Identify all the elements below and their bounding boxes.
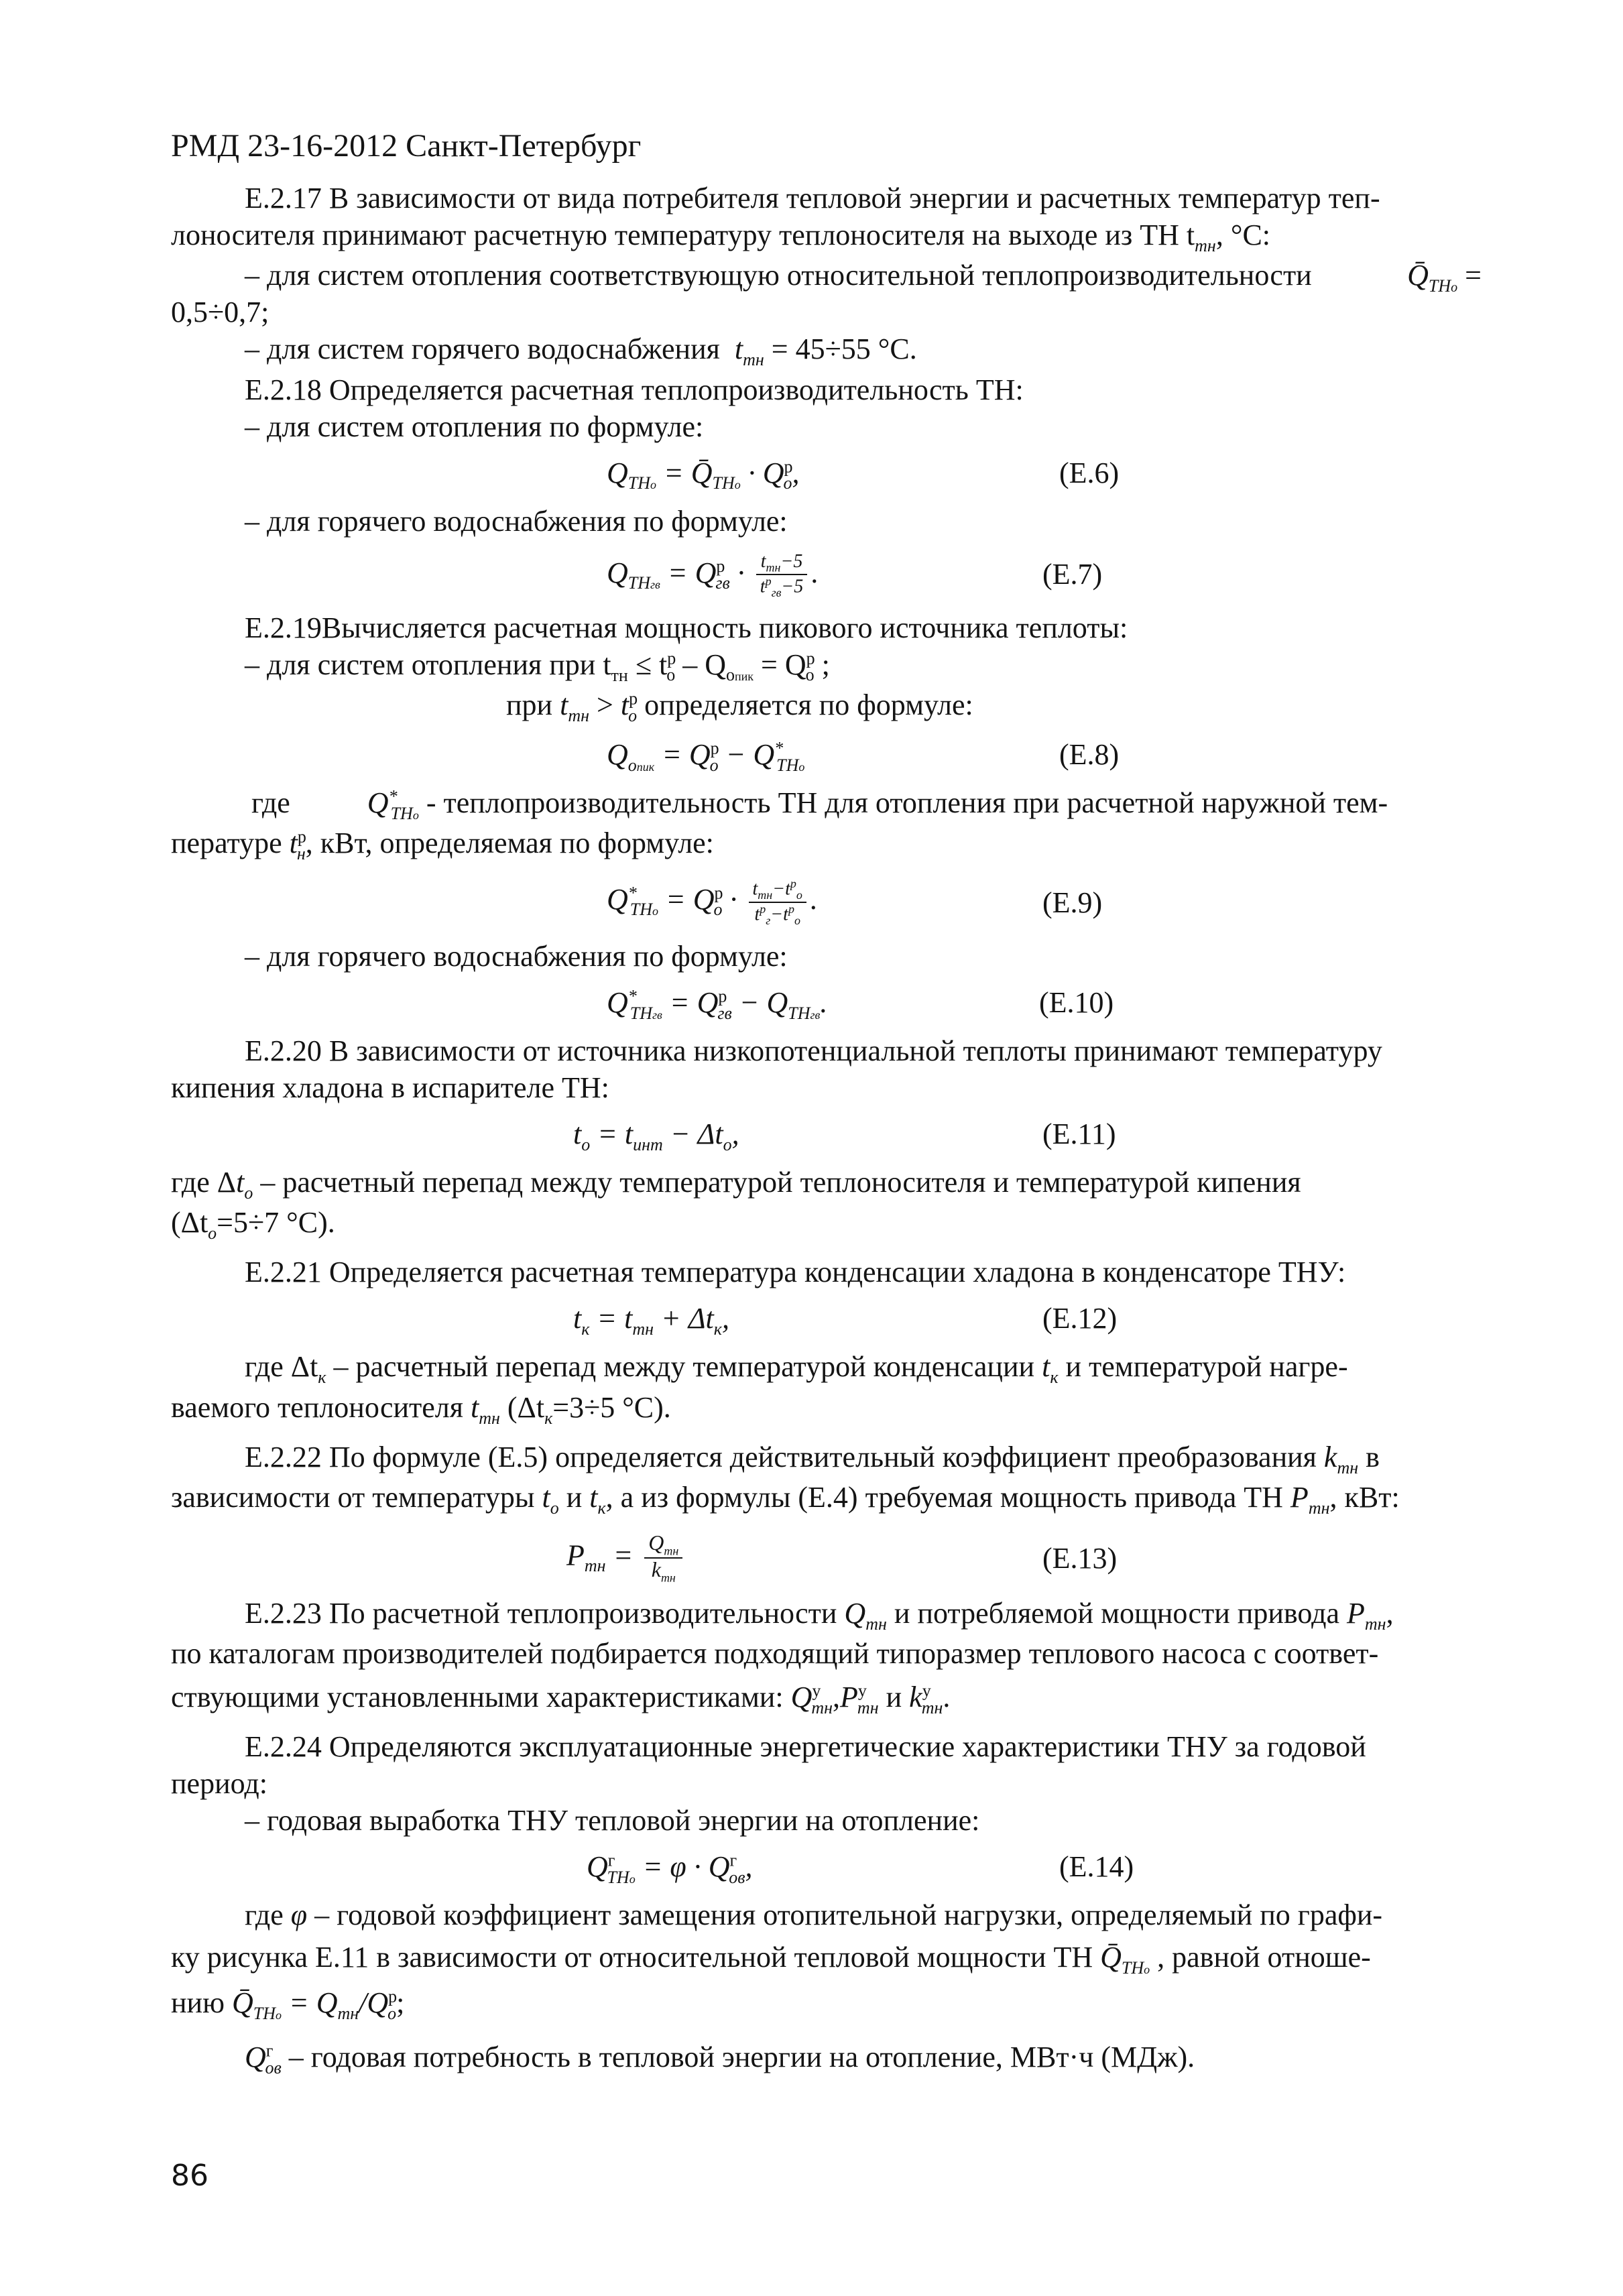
paragraph-e221-where: где $\Delta t_к$ – расчетный перепад между температурой конденсации $t_к$ и температурой нагре- [245,1350,1348,1388]
paragraph-e224-line2: период: [171,1767,267,1801]
formula-e9: $Q^*_{ТНо} = Q^р_о$ · $\frac{t_{тн}-t^р_о}{t^р_г-t^р_о}$ . (Е.9) [607,876,1103,927]
equation-number-e6: (Е.6) [1059,456,1120,489]
paragraph-e223-line3: ствующими установленными характеристиками: $Q^у_{тн},P^у_{тн}$ и $k^у_{тн}$. [171,1680,951,1717]
paragraph-e221: Е.2.21 Определяется расчетная температура конденсации хладона в конденсаторе ТНУ: [245,1256,1346,1289]
formula-e10: $Q^*_{ТНгв} = Q^р_{гв} - Q_{ТНгв}$. (Е.10) [171,977,1482,1030]
formula-e14: $Q^г_{ТНо} = \varphi \cdot Q^г_{ов}$, (Е.14) [171,1841,1482,1894]
paragraph-e218: Е.2.18 Определяется расчетная теплопроизводительность ТН: [245,373,1024,406]
document-body [171,180,1482,2079]
paragraph-e29-hotwater: – для горячего водоснабжения по формуле: [245,939,788,973]
paragraph-e218-heating: – для систем отопления по формуле: [245,410,704,443]
paragraph-e220-where-2: ($\Delta t_о=5\div 7$ °С). [171,1206,335,1243]
paragraph-heating-ratio: – для систем отопления соответствующую относительной теплопроизводительности $Q̄_{ТНо}$ = [245,259,1482,296]
equation-number-e14: (Е.14) [1059,1850,1134,1884]
paragraph-e220-where: где $\Delta t_о$ – расчетный перепад между температурой теплоносителя и температурой кипения [171,1165,1301,1203]
paragraph-where-qstar-2: пературе $t^р_н$, кВт, определяемая по формуле: [171,827,714,864]
paragraph-e219-heating: – для систем отопления при $t_{тн} \le t^р_о - Q_{опик} = Q^р_о$ ; [245,648,830,685]
paragraph-e224-where-1: где φ – годовой коэффициент замещения отопительной нагрузки, определяемый по графи- [245,1898,1383,1932]
page-number: 86 [171,2159,208,2193]
document-header: РМД 23-16-2012 Санкт-Петербург [171,128,642,164]
formula-e11: $t_о = t_{инт} - \Delta t_о$, (Е.11) [171,1109,1482,1161]
equation-number-e13: (Е.13) [1042,1541,1118,1575]
paragraph-e220-line2: кипения хладона в испарителе ТН: [171,1071,609,1104]
paragraph-heating-range: 0,5÷0,7; [171,296,269,329]
paragraph-e223-line2: по каталогам производителей подбирается подходящий типоразмер теплового насоса с соответ- [171,1636,1379,1670]
paragraph-e224-where-2: ку рисунка Е.11 в зависимости от относительной тепловой мощности ТН $Q̄_{ТНо}$ , равной отноше- [171,1941,1371,1978]
paragraph-e224-where-3: нию $Q̄_{ТНо} = Q_{тн}/Q^р_о$; [171,1986,405,2024]
formula-e12: $t_к = t_{тн} + \Delta t_к$, (Е.12) [171,1293,1482,1345]
formula-e6: $Q_{ТНо}$ = $Q̄_{ТНо} \cdot Q^р_о$, (Е.6) [171,448,1482,500]
paragraph-hotwater-temp: – для систем горячего водоснабжения $t_{тн} = 45\div 55$ °С. [245,333,917,370]
paragraph-e220-line1: Е.2.20 В зависимости от источника низкопотенциальной теплоты принимают температуру [245,1034,1382,1067]
paragraph-e224-last: $Q^г_{ов}$ – годовая потребность в тепловой энергии на отопление, МВт·ч (МДж). [245,2040,1195,2077]
paragraph-e224-line3: – годовая выработка ТНУ тепловой энергии на отопление: [245,1804,980,1837]
paragraph-e217-line1: Е.2.17 В зависимости от вида потребителя тепловой энергии и расчетных температур теп- [245,182,1380,215]
paragraph-e217-line2: лоносителя принимают расчетную температуру теплоносителя на выходе из ТН $t_{тн}$, °С: [171,219,1271,255]
formula-e8: $Q_{опик} = Q^р_о - Q^*_{ТНо}$ (Е.8) [171,729,1482,782]
paragraph-e219: Е.2.19Вычисляется расчетная мощность пикового источника теплоты: [245,611,1128,644]
formula-e13: $P_{тн}$ = $\frac{Q_{тн}}{k_{тн}}$ (Е.13) [566,1530,1118,1585]
paragraph-e222-line1: Е.2.22 По формуле (Е.5) определяется действительный коэффициент преобразования $k_{тн}$ в [245,1440,1380,1477]
equation-number-e10: (Е.10) [1039,985,1114,1019]
paragraph-e223-line1: Е.2.23 По расчетной теплопроизводительности $Q_{тн}$ и потребляемой мощности привода $P_{тн}$, [245,1596,1394,1634]
equation-number-e9: (Е.9) [1042,886,1103,919]
paragraph-e222-line2: зависимости от температуры $t_о$ и $t_к$, а из формулы (Е.4) требуемая мощность привода ТН $P_{тн}$, кВт: [171,1481,1400,1518]
equation-number-e12: (Е.12) [1042,1302,1118,1335]
paragraph-where-qstar: где $Q^*_{ТНо}$ - теплопроизводительность ТН для отопления при расчетной наружной тем- [251,786,1388,823]
paragraph-e221-where-2: ваемого теплоносителя $t_{тн}$ ($\Delta t_к=3\div 5$ °С). [171,1390,671,1428]
equation-number-e8: (Е.8) [1059,738,1120,772]
paragraph-e219-when: при $t_{тн} > t^р_о$ определяется по формуле: [506,688,973,725]
equation-number-e11: (Е.11) [1042,1117,1116,1150]
formula-e7: $Q_{ТНгв} = Q^р_{гв}$ · $\frac{t_{тн}-5}{t^р_{гв}-5}$ . (Е.7) [607,550,1103,599]
equation-number-e7: (Е.7) [1042,557,1103,591]
paragraph-e218-hotwater: – для горячего водоснабжения по формуле: [245,504,788,538]
paragraph-e224-line1: Е.2.24 Определяются эксплуатационные энергетические характеристики ТНУ за годовой [245,1730,1366,1764]
